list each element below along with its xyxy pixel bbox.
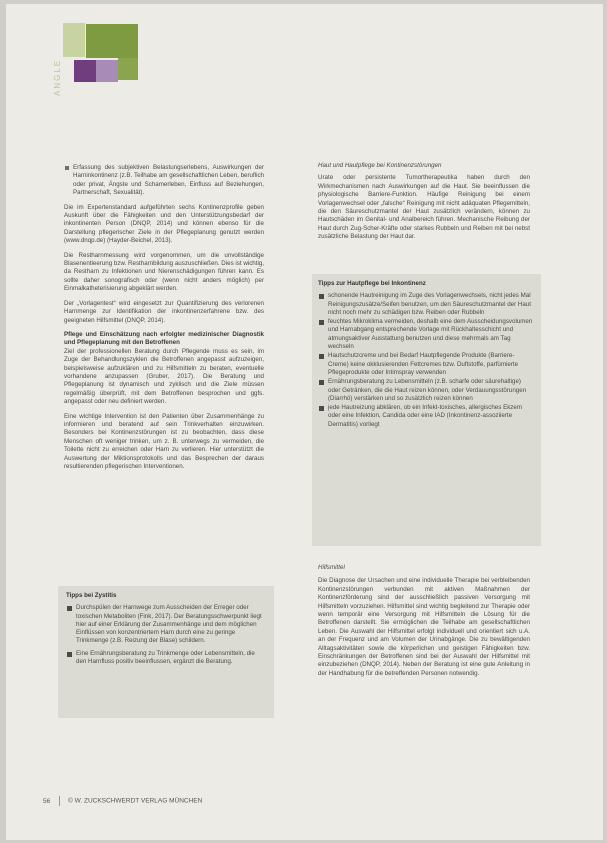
- logo-square-green-light: [63, 23, 85, 57]
- left-paragraph-2: Die Restharnmessung wird vorgenommen, um die unvollständige Blasenentleerung bzw. Restharnbildung auszuschließen. Dies ist wichtig, da Restharn zu Infektionen und Nierenschädigungen führen kann. Es sollte daher sonografisch oder (wenn nicht anders möglich) per Einmalkatheterisierung abgeklärt werden.: [64, 251, 264, 293]
- tips-box-zystitis-item: Eine Ernährungsberatung zu Trinkmenge oder Lebensmitteln, die den Harnfluss positiv beeinflussen, ergänzt die Beratung.: [66, 650, 266, 667]
- right-heading-skin: Haut und Hautpflege bei Kontinenzstörungen: [318, 162, 442, 169]
- left-paragraph-4: Ziel der professionellen Beratung durch Pflegende muss es sein, im Zuge der Behandlungszyklen die Betroffenen angepasst aufzuzeigen, beispielsweise aufzuklären und zu Hilfsmitteln zu beraten, eventuelle vorhandene anzupassen (Gruber, 2017). Die Beratung und Pflegeplanung ist dynamisch und zyklisch und die Ziele müssen regelmäßig überprüft, mit dem Betroffenen besprochen und ggfs. angepasst oder neu definiert werden.: [64, 347, 264, 406]
- left-paragraph-3: Der „Vorlagentest“ wird eingesetzt zur Quantifizierung des verlorenen Harnmenge zur Identifikation der inkontinenzerfahrene bzw. des geeigneten Hilfsmittel (DNQP, 2014).: [64, 299, 264, 324]
- footer-divider: [59, 796, 60, 806]
- left-bullet-1: Erfassung des subjektiven Belastungserlebens, Auswirkungen der Harninkontinenz (z.B. Teilhabe am gesellschaftlichen Leben, beruflich oder privat, Ängste und Schamerleben, Einfluss auf Beziehungen, Partnerschaft, Sexualität).: [64, 164, 264, 198]
- left-paragraph-5: Eine wichtige Intervention ist den Patienten über Zusammenhänge zu informieren und beratend auf sein Trinkverhalten einzuwirken. Besonders bei Kontinenzstörungen ist zu beobachten, dass diese Menschen oft weniger trinken, um z. B. unterwegs zu vermeiden, die Toilette nicht zu erreichen oder Harn zu verlieren. Hier unterstützt die Auswertung der Miktionsprotokolls und das Besprechen der daraus resultierenden pflegerischen Interventionen.: [64, 412, 264, 470]
- left-paragraph-1: Die im Expertenstandard aufgeführten sechs Kontinenzprofile geben Auskunft über die Fähigkeiten und den Unterstützungsbedarf der inkontinenten Person (DNQP, 2014) und können ebenso für die Darstellung pflegerischer Ziele in der Pflegeplanung genutzt werden (www.dnqp.de) (Hayder-Beichel, 2013).: [64, 203, 264, 245]
- right-paragraph-1: Urate oder persistente Tumortherapeutika haben durch den Wirkmechanismen nach Auswirkungen auf die Haut. Sie beeinflussen die physiologische Barriere-Funktion. Häufige Reinigung bei einem Vorlagenwechsel oder „falsche“ Reinigung mit nicht adäquaten Pflegemitteln, die den Säureschutzmantel der Haut zusätzlich verändern, können zu Hautschäden im Genital- und Analbereich führen. Mechanische Reibung der Haut durch Zug-Scher-Kräfte oder starkes Rubbeln und Reiben mit bei nebst zusätzliche Belastung der Haut dar.: [318, 174, 530, 241]
- page-number: 56: [43, 797, 51, 805]
- document-page: [6, 4, 603, 840]
- right-column-top: [318, 162, 530, 248]
- logo-square-green-dark: [86, 24, 138, 58]
- tips-box-skincare-item: jede Hautreizung abklären, ob ein Infekt-toxisches, allergisches Ekzem oder eine Infektion, Candida oder eine IAD (Inkontinenz-assoziierte Dermatitis) vorliegt: [318, 404, 534, 429]
- logo-square-purple: [74, 60, 96, 82]
- tips-box-skincare: [312, 274, 541, 546]
- tips-box-skincare-title: Tipps zur Hautpflege bei Inkontinenz: [318, 280, 426, 287]
- tips-box-zystitis-item: Durchspülen der Harnwege zum Ausscheiden der Erreger oder toxischen Metaboliten (Fink, 2017). Der Beratungsschwerpunkt liegt hier auf einer Erklärung der Zusammenhänge und dem möglichen Einflüssen von konzentriertem Harn durch eine zu geringe Trinkmenge (z.B. Reizung der Blase) schildern.: [66, 604, 266, 645]
- tips-box-zystitis: [58, 586, 274, 718]
- right-column-bottom: [318, 564, 530, 684]
- right-heading-aids: Hilfsmittel: [318, 564, 345, 571]
- page-footer: [43, 796, 202, 806]
- tips-box-skincare-item: Ernährungsberatung zu Lebensmitteln (z.B. scharfe oder säurehaltige) oder Getränken, die die Haut reizen können, oder Verdauungsstörungen (Diarrhö) verstärken und so zusätzlich reizen können: [318, 378, 534, 403]
- logo-vertical-label: ANGLE: [53, 58, 62, 96]
- left-column: [64, 164, 264, 477]
- tips-box-skincare-item: Hautschutzcreme und bei Bedarf Hautpflegende Produkte (Barriere-Creme) keine okklusierenden Fettcremes bzw. Duftstoffe, parfümierte Pflegeprodukte oder Intimspray verwenden: [318, 352, 534, 377]
- publisher-credit: © W. ZUCKSCHWERDT VERLAG MÜNCHEN: [68, 797, 203, 805]
- logo-square-green-bottom: [118, 58, 138, 80]
- logo-square-purple-light: [96, 60, 118, 82]
- tips-box-zystitis-title: Tipps bei Zystitis: [66, 592, 117, 599]
- left-subheading: Pflege und Einschätzung nach erfolgter medizinischer Diagnostik und Pflegeplanung mit den Betroffenen: [64, 330, 264, 347]
- tips-box-skincare-item: feuchtes Mikroklima vermeiden, deshalb eine dem Ausscheidungsvolumen und Harnabgang entsprechende Vorlage mit Rückhaltesschicht und atmungsaktiver Ausstattung benutzen und diese mehrmals am Tag wechseln: [318, 318, 534, 351]
- right-paragraph-2: Die Diagnose der Ursachen und eine individuelle Therapie bei verbleibenden Kontinenzstörungen verbunden mit aktiven Maßnahmen der Kontinenzförderung sind der ausschließlich passiven Versorgung mit Hilfsmitteln vorzuziehen. Hilfsmittel sind wichtig begleitend zur Therapie oder wenn temporär eine Versorgung mit Hilfsmitteln die Lösung für die Betroffenen darstellt. Sie ermöglichen die Teilhabe am gesellschaftlichen Leben. Die Auswahl der Hilfsmittel erfolgt individuell und orientiert sich u.A. an der Frequenz und am Volumen der Urinabgänge. Die zu bewältigenden Alltagsaktivitäten sowie die körperlichen und geistigen Fähigkeiten bzw. Einschränkungen der Betroffenen sind bei der Auswahl der Hilfsmittel mit einzubeziehen (DNQP, 2014). Neben der Beratung ist eine gute Anleitung in der Handhabung für die betreffenden Personen notwendig.: [318, 577, 530, 677]
- tips-box-skincare-item: schonende Hautreinigung im Zuge des Vorlagenwechsels, nicht jedes Mal Reinigungszusätze/Seifen benutzen, um den Säureschutzmantel der Haut nicht noch mehr zu schädigen bzw. Reiben oder Rubbeln: [318, 292, 534, 317]
